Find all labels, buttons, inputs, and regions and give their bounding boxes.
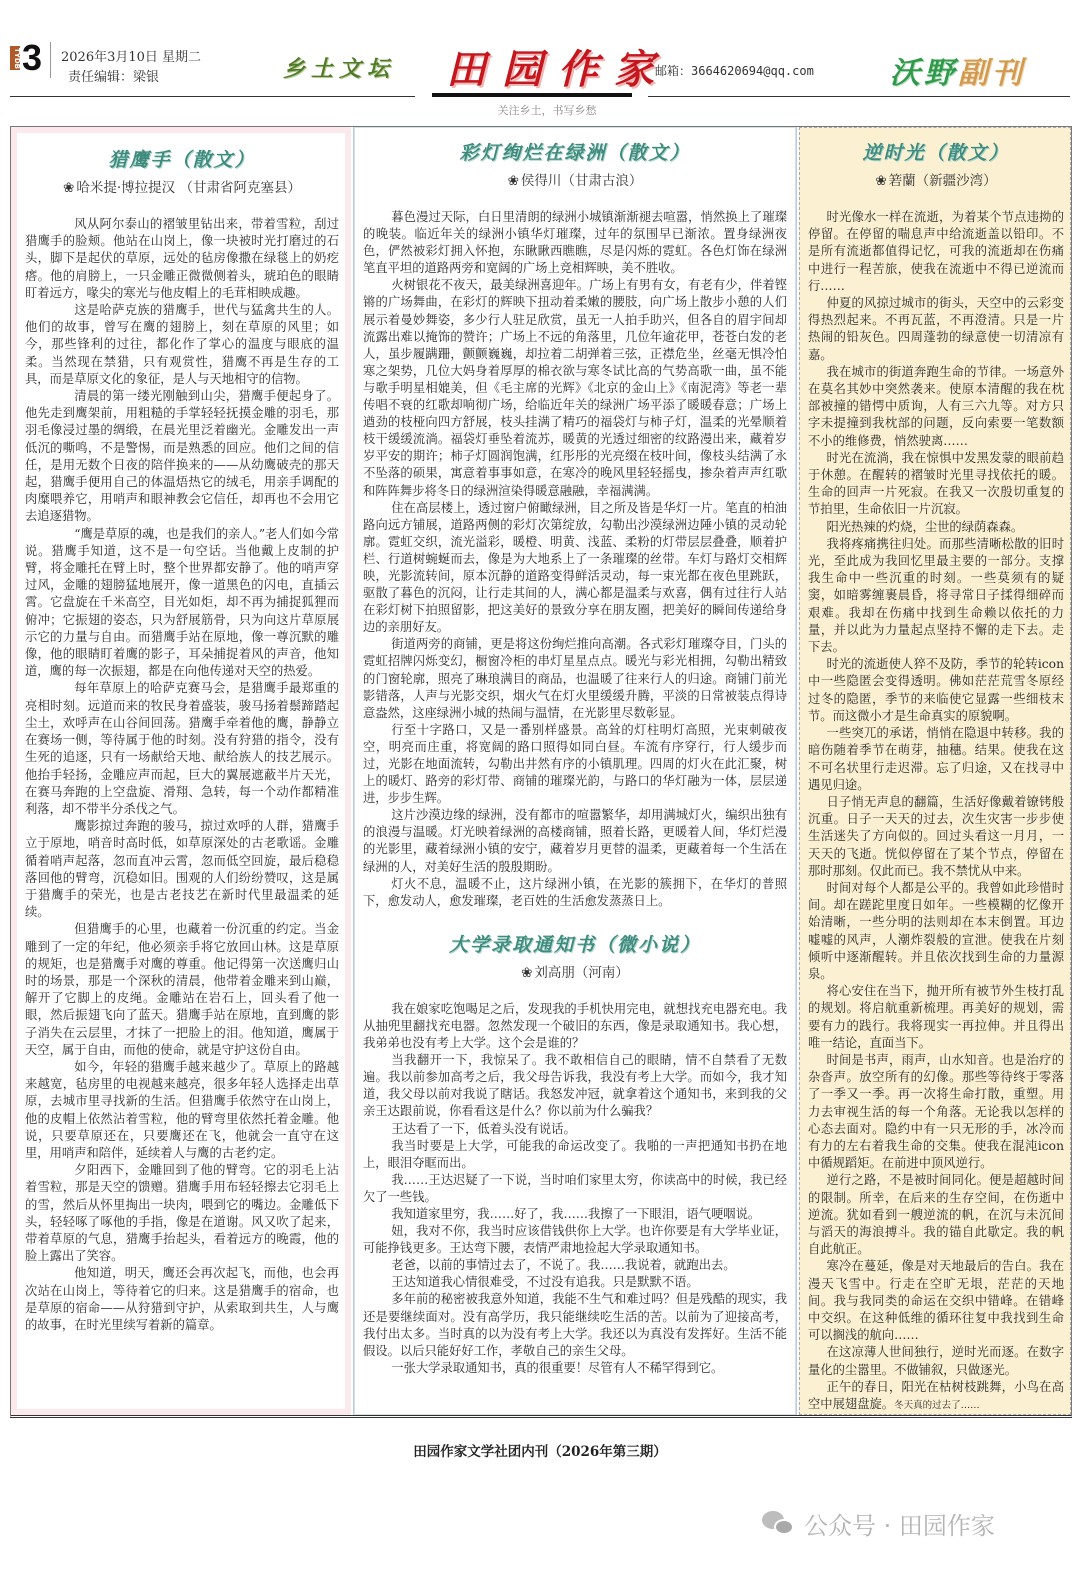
page-divider: [50, 42, 51, 78]
page-frame: [10, 126, 1072, 1418]
paragraph: 妞，我对不你，我当时应该借钱供你上大学。也许你要是有大学毕业证，可能挣钱更多。王达弯下腰，表情严肃地捡起大学录取通知书。: [363, 1224, 787, 1256]
section-name-right-orange: 副刊: [958, 56, 1026, 91]
watermark: [762, 1506, 995, 1541]
spacer: [363, 910, 787, 930]
paragraph: 暮色漫过天际，白日里清朗的绿洲小城镇渐渐褪去喧嚣，悄然换上了璀璨的晚装。临近年关的绿洲小镇华灯璀璨，过年的氛围早已渐浓。置身绿洲夜色，俨然被彩灯拥入怀抱，东瞅瞅西瞧瞧，尽是闪烁的霓虹。各色灯饰在绿洲笔直平坦的道路两旁和宽阔的广场上竞相辉映，美不胜收。: [363, 210, 787, 276]
paragraph: 街道两旁的商铺，更是将这份绚烂推向高潮。各式彩灯璀璨夺目，门头的霓虹招牌闪烁变幻，橱窗冷柜的串灯星星点点。暖光与彩光相拥，勾勒出精致的门窗轮廓，照亮了琳琅满目的商品，也温暖了往来行人的归途。商铺门前光影错落，人声与光影交织，烟火气在灯火里缓缓升腾，平淡的日常被装点得诗意盎然，这座绿洲小城的热闹与温情，在光影里尽数彰显。: [363, 637, 787, 720]
paragraph: 我将疼痛携往归处。而那些清晰松散的旧时光，至此成为我回忆里最主要的一部分。支撑我生命中一些沉重的时刻。一些莫须有的疑窦，如暗雾缠裹晨昏，将寻常日子揉得细碎而艰难。我却在伤痛中找到生命赖以依托的力量，并以此为力量起点坚持不懈的走下去。走下去。: [808, 536, 1064, 655]
flower-icon: ❀: [875, 173, 887, 189]
paragraph: 火树银花不夜天，最美绿洲喜迎年。广场上有男有女，有老有少，伴着铿锵的广场舞曲，在彩灯的辉映下扭动着柔嫩的腰肢，向广场上散步小憩的人们展示着曼妙舞姿，多少行人驻足欣赏，虽无一人拍手助兴，但各自的眉宇间却流露出难以掩饰的赞许；广场上不远的角落里，几位年逾花甲，苍苍白发的老人，虽步履蹒跚，颤颤巍巍，却拉着二胡弹着三弦，正襟危坐，丝毫无惧冷怕寒之架势，几位大妈身着厚厚的棉衣欲与寒冬试比高的气势高歌一曲，虽不能与歌手明星相媲美，但《毛主席的光辉》《北京的金山上》《南泥湾》等老一辈传唱不衰的红歌却响彻广场，给临近年关的绿洲广场平添了暖暖春意；广场上遒劲的枝桠向四方舒展，枝头挂满了精巧的福袋灯与柿子灯，温柔的光晕顺着枝干缓缓流淌。福袋灯垂坠着流苏，暖黄的光透过细密的纹路漫出来，藏着岁岁平安的期许；柿子灯圆润饱满，红彤彤的光亮缀在枝叶间，像枝头结满了永不坠落的硕果，寓意着事事如意，在寒冷的晚风里轻轻摇曳，掺杂着声声红歌和阵阵舞步将冬日的绿洲渲染得暖意融融，幸福满满。: [363, 278, 787, 498]
byline-text: 哈米提·博拉提汉 （甘肃省阿克塞县）: [76, 180, 301, 196]
paragraph: 如今，年轻的猎鹰手越来越少了。草原上的路越来越宽，毡房里的电视越来越亮，很多年轻人选择走出草原，去城市里寻找新的生活。但猎鹰手依然守在山岗上，他的皮帽上依然沾着雪粒，他的臂弯里依然托着金雕。他说，只要草原还在，只要鹰还在飞，他就会一直守在这里，用哨声和陪伴，延续着人与鹰的古老约定。: [25, 1059, 339, 1160]
paragraph: 灯火不息，温暖不止，这片绿洲小镇，在光影的簇拥下，在华灯的普照下，愈发动人，愈发璀璨，老百姓的生活愈发蒸蒸日上。: [363, 876, 787, 908]
article-byline: [808, 169, 1064, 189]
paragraph: 我知道家里穷，我……好了，我……我擦了一下眼泪，语气哽咽说。: [391, 1206, 761, 1221]
paragraph-last: [808, 1379, 1064, 1414]
paragraph-last-main: 正午的春日，阳光在枯树枝跳舞，小鸟在高空中展翅盘旋。: [808, 1379, 1064, 1412]
contact-email: 邮箱：3664620694@qq.com: [655, 64, 814, 78]
article-falconer: [17, 133, 345, 1409]
article-lanterns: [363, 138, 787, 910]
paragraph: 我……王达迟疑了一下说，当时咱们家里太穷，你读高中的时候，我已经欠了一些钱。: [363, 1172, 787, 1204]
byline-text: 箬蘭（新疆沙湾）: [888, 173, 997, 189]
paragraph: 这是哈萨克族的猎鹰手，世代与猛禽共生的人。他们的故事，曾写在鹰的翅膀上，刻在草原的风里；如今，那些锋利的过往，都化作了掌心的温度与眼底的温柔。当然现在禁猎，只有观赏性，猎鹰不再是生存的工具，而是草原文化的象征，是人与天地相守的信物。: [25, 303, 339, 386]
header-rule-left: [10, 96, 415, 97]
column-middle-inner: [354, 127, 796, 1415]
paragraph: 仲夏的风掠过城市的街头，天空中的云彩变得热烈起来。不再瓦蓝，不再澄清。只是一片热闹的铅灰色。四周蓬勃的绿意使一切清凉有嘉。: [808, 296, 1064, 362]
issue-date: 2026年3月10日 星期二: [61, 50, 202, 65]
article-title: 逆时光（散文）: [862, 142, 1010, 164]
article-title: 大学录取通知书（微小说）: [448, 933, 701, 956]
byline-text: 侯得川（甘肃古浪）: [520, 173, 643, 189]
paragraph: 一些突兀的承诺，悄悄在隐退中转移。我的暗伤随着季节在萌芽，抽穗。结果。使我在这不可名状里行走迟滞。忘了归途，又在找寻中遇见归途。: [808, 726, 1064, 792]
paragraph: 时间对每个人都是公平的。我曾如此珍惜时间。却在蹉跎里度日如年。一些模糊的忆像开始清晰，一些分明的法则却在本末倒置。耳边嘘嘘的风声，人潮炸裂般的宣泄。使我在片刻倾听中逐渐醒转。并且依次找到生命的力量源泉。: [808, 880, 1064, 981]
paragraph: 我在娘家吃饱喝足之后，发现我的手机快用完电，就想找充电器充电。我从抽兜里翻找充电器。忽然发现一个破旧的东西，像是录取通知书。我心想，我弟弟也没有考上大学。这个会是谁的？: [363, 1001, 787, 1051]
paragraph: 阳光热辣的灼烧，尘世的绿荫森森。: [826, 519, 1024, 534]
article-admission-letter: [363, 930, 787, 1377]
section-name-left: 乡土文坛: [283, 56, 396, 82]
paragraph: 老爸，以前的事情过去了，不说了。我……我说着，就跑出去。: [391, 1258, 736, 1273]
paragraph: 这片沙漠边缘的绿洲，没有都市的喧嚣繁华，却用满城灯火，编织出独有的浪漫与温暖。灯光映着绿洲的高楼商铺，照着长路，更暖着人间，华灯烂漫的光影里，藏着绿洲小镇的安宁，藏着岁月更替的温柔，更藏着每一个生活在绿洲的人，对美好生活的殷殷期盼。: [363, 808, 787, 874]
article-title: 彩灯绚烂在绿洲（散文）: [459, 142, 691, 164]
article-against-time: [808, 138, 1064, 1414]
column-right: [799, 127, 1071, 1415]
masthead-title: 田园作家: [446, 46, 670, 93]
article-byline: [363, 169, 787, 189]
paragraph: 每年草原上的哈萨克赛马会，是猎鹰手最郑重的亮相时刻。远道而来的牧民身着盛装，骏马扬着鬃蹄踏起尘土，欢呼声在山谷间回荡。猎鹰手牵着他的鹰，静静立在赛场一侧，等待属于他的时刻。没有狩猎的指令，没有生死的追逐，只有一场献给天地、献给族人的技艺展示。他抬手轻扬，金雕应声而起，巨大的翼展遮蔽半片天光，在赛马奔跑的上空盘旋、滑翔、急转，每一个动作都精准利落，却不带半分杀伐之气。: [25, 681, 339, 816]
article-title: 猎鹰手（散文）: [108, 149, 256, 171]
flower-icon: ❀: [63, 180, 75, 196]
paragraph: 时间是书声，雨声，山水知音。也是治疗的杂沓声。放空所有的幻像。那些等待终于零落了一季又一季。再一次将生命打散，重塑。用力去审视生活的每一个角落。无论我以怎样的心态去面对。隐约中有一只无形的手，冰冷而有力的左右着我生命的交集。使我在混沌icon中循规蹈矩。在前进中顶风逆行。: [808, 1052, 1064, 1171]
paragraph: 在这凉薄人世间独行，逆时光而逐。在数字量化的尘嚣里。不做铺叙，只做逐光。: [808, 1345, 1064, 1377]
wechat-icon: [762, 1509, 796, 1539]
page-tag: TYDB: [10, 46, 20, 70]
byline-text: 刘高朋（河南）: [534, 964, 629, 981]
section-name-right-green: 沃野: [890, 56, 958, 91]
column-left: [11, 127, 351, 1415]
paragraph: 夕阳西下，金雕回到了他的臂弯。它的羽毛上沾着雪粒，那是天空的馈赠。猎鹰手用布轻轻擦去它羽毛上的雪，然后从怀里掏出一块肉，喂到它的嘴边。金雕低下头，轻轻啄了啄他的手指，像是在道谢。风又吹了起来，带着草原的气息，猎鹰手抬起头，看着远方的晚霞，他的脸上露出了笑容。: [25, 1163, 339, 1264]
page-number: 3: [22, 37, 43, 78]
watermark-text: 公众号 · 田园作家: [804, 1512, 995, 1540]
paragraph: 我在城市的街道奔跑生命的节律。一场意外在莫名其妙中突然袭来。使原本清醒的我在枕部被撞的错愕中质询，人有三六九等。对方只字未提撞到我枕部的问题，反向索要一笔数额不小的维修费，悄然驶离……: [808, 364, 1064, 448]
paragraph: 寒冷在蔓延，像是对天地最后的告白。我在漫天飞雪中。行走在空旷无垠，茫茫的天地间。我与我同类的命运在交织中错峰。在错峰中交织。在这种低维的循环往复中我找到生命可以搁浅的航向……: [808, 1259, 1064, 1343]
paragraph: 我当时要是上大学，可能我的命运改变了。我啪的一声把通知书扔在地上，眼泪夺眶而出。: [363, 1138, 787, 1170]
paragraph: 逆行之路，不是被时间同化。便是超越时间的限制。所幸，在后来的生存空间，在伤逝中逆流。犹如看到一艘逆流的帆，在沉与未沉间与滔天的海浪搏斗。我的锚自此歇定。我的帆自此航正。: [808, 1173, 1064, 1257]
paragraph: 王达看了一下，低着头没有说话。: [391, 1121, 576, 1136]
paragraph: 风从阿尔泰山的褶皱里钻出来，带着雪粒，刮过猎鹰手的脸颊。他站在山岗上，像一块被时光打磨过的石头，脚下是起伏的草原，远处的毡房像撒在绿毯上的奶疙瘩。他的肩膀上，一只金雕正微微侧着头，琥珀色的眼睛盯着远方，喙尖的寒光与他皮帽上的毛茸相映成趣。: [25, 217, 339, 300]
paragraph: 多年前的秘密被我意外知道，我能不生气和难过吗？但是残酷的现实，我还是要继续面对。没有高学历，我只能继续吃生活的苦。以前为了迎接高考，我付出太多。当时真的以为没有考上大学。我还以为真没有发挥好。生活不能假设。以后只能好好工作，孝敬自己的亲生父母。: [363, 1292, 787, 1358]
paragraph: 住在高层楼上，透过窗户俯瞰绿洲，目之所及皆是华灯一片。笔直的柏油路向远方铺展，道路两侧的彩灯次第绽放，勾勒出沙漠绿洲边陲小镇的灵动轮廓。霓虹交织，流光溢彩，暖橙、明黄、浅蓝、柔粉的灯带层层叠叠，顺着护栏、行道树蜿蜒而去，像是为大地系上了一条璀璨的丝带。车灯与路灯交相辉映，光影流转间，原本沉静的道路变得鲜活灵动，每一束光都在夜色里跳跃，驱散了暮色的沉闷，让行走其间的人，满心都是温柔与欢喜，偶有过往行人站在彩灯树下拍照留影，把这美好的景致分享在朋友圈，把美好的瞬间传递给身边的亲朋好友。: [363, 500, 787, 635]
paragraph: 行至十字路口，又是一番别样盛景。高耸的灯柱明灯高照，光束刺破夜空，明亮而庄重，将宽阔的路口照得如同白昼。车流有序穿行，行人缓步而过，光影在地面流转，勾勒出井然有序的小镇肌理。四周的灯火在此汇聚，树上的暖灯、路旁的彩灯带、商铺的璀璨光韵，与路口的华灯融为一体，层层递进，步步生辉。: [363, 722, 787, 806]
section-name-right: [890, 48, 1026, 92]
paragraph: 当我翻开一下，我惊呆了。我不敢相信自己的眼睛，情不自禁看了无数遍。我以前参加高考之后，我父母告诉我，我没有考上大学。而如今，我才知道，我父母以前对我说了瞎话。我怒发冲冠，就拿着这个通知书，来到我的父亲王达跟前说，你看看这是什么？你以前为什么骗我？: [363, 1053, 787, 1119]
paragraph: 时光在流淌，我在惊惧中发黑发蒙的眼前趋于休憩。在醒转的褶皱时光里寻找依托的暖。生命的回声一片死寂。在我又一次殷切重复的节拍里，生命依旧一片沉寂。: [808, 450, 1064, 517]
editor-credit: 责任编辑：梁银: [68, 70, 160, 85]
flower-icon: ❀: [507, 173, 519, 189]
paragraph: 他知道，明天，鹰还会再次起飞，而他，也会再次站在山岗上，等待着它的归来。这是猎鹰手的宿命，也是草原的宿命——从狩猎到守护，从索取到共生，人与鹰的故事，在时光里续写着新的篇章。: [25, 1266, 339, 1332]
paragraph-last-tail: 冬天真的过去了……: [894, 1400, 980, 1412]
paragraph: 时光的流逝使人猝不及防，季节的轮转icon中一些隐匿会变得透明。佛如茫茫荒雪冬原经过冬的隐匿，季节的来临使它显露一些细枝末节。而这微小才是生命真实的原貌啊。: [808, 657, 1064, 723]
journal-footer: 田园作家文学社团内刊（2026年第三期）: [413, 1444, 667, 1460]
paragraph: 但猎鹰手的心里，也藏着一份沉重的约定。当金雕到了一定的年纪，他必须亲手将它放回山林。这是草原的规矩，也是猎鹰手对鹰的尊重。他记得第一次送鹰归山时的场景，那是一个深秋的清晨，他带着金雕来到山巅，解开了它脚上的皮绳。金雕站在岩石上，回头看了他一眼，然后振翅飞向了蓝天。猎鹰手站在原地，直到鹰的影子消失在云层里，才抹了一把脸上的泪。他知道，鹰属于天空，属于自由，而他的使命，就是守护这份自由。: [25, 922, 339, 1057]
paragraph: 将心安住在当下，抛开所有被节外生枝打乱的规划。将启航重新梳理。再美好的规划，需要有力的践行。我将现实一再拉伸。并且得出唯一结论，直面当下。: [808, 984, 1064, 1050]
article-byline: [363, 961, 787, 981]
flower-icon: ❀: [521, 964, 533, 981]
paragraph: “鹰是草原的魂，也是我们的亲人。”老人们如今常说。猎鹰手知道，这不是一句空话。当他戴上皮制的护臂，将金雕托在臂上时，整个世界都安静了。他的哨声穿过风，金雕的翅膀猛地展开，像一道黑色的闪电，直插云霄。它盘旋在千米高空，目光如炬，却不再为捕捉狐狸而俯冲；它振翅的姿态，只为舒展筋骨，只为向这片草原展示它的力量与自由。而猎鹰手站在原地，像一尊沉默的雕像，他的眼睛盯着鹰的影子，耳朵捕捉着风的声音，他知道，鹰的每一次振翅，都是在向他传递对天空的热爱。: [25, 526, 339, 679]
paragraph: 鹰影掠过奔跑的骏马，掠过欢呼的人群，猎鹰手立于原地，哨音时高时低，如草原深处的古老歌谣。金雕循着哨声起落，忽而直冲云霄，忽而低空回旋，最后稳稳落回他的臂弯，沉稳如旧。围观的人们纷纷赞叹，这是属于猎鹰手的荣光，也是古老技艺在新时代里最温柔的延续。: [25, 819, 339, 920]
slogan: 关注乡土，书写乡愁: [497, 104, 597, 117]
paragraph: 时光像水一样在流逝，为着某个节点违拗的停留。在停留的喘息声中给流逝盖以铅印。不是所有流逝都值得记忆，可我的流逝却在伤痛中进行一程苦旅，使我在流逝中不得已逆流而行……: [808, 210, 1064, 293]
masthead-rule: [432, 93, 632, 97]
paragraph: 清晨的第一缕光刚触到山尖，猎鹰手便起身了。他先走到鹰架前，用粗糙的手掌轻轻抚摸金雕的羽毛，那羽毛像浸过墨的绸缎，在晨光里泛着幽光。金雕发出一声低沉的嘶鸣，不是警惕，而是熟悉的回应。他们之间的信任，是用无数个日夜的陪伴换来的——从幼鹰破壳的那天起，猎鹰手便用自己的体温焐热它的绒毛，用亲手调配的肉糜喂养它，用哨声和眼神教会它信任，却再也不会用它去追逐猎物。: [25, 389, 339, 524]
paragraph: 一张大学录取通知书，真的很重要！尽管有人不稀罕得到它。: [391, 1360, 724, 1375]
article-byline: [25, 176, 339, 196]
masthead: [0, 0, 1080, 125]
column-middle: [353, 127, 797, 1415]
paragraph: 王达知道我心情很难受，不过没有追我。只是默默不语。: [391, 1275, 699, 1290]
header-rule-right: [648, 96, 1070, 97]
paragraph: 日子悄无声息的翻篇，生活好像戴着镣铐般沉重。日子一天天的过去，次生灾害一步步使生活迷失了方向似的。回过头看这一月月，一天天的飞逝。恍似停留在了某个节点，停留在那时那刻。仅此而已。我不禁忧从中来。: [808, 794, 1064, 878]
